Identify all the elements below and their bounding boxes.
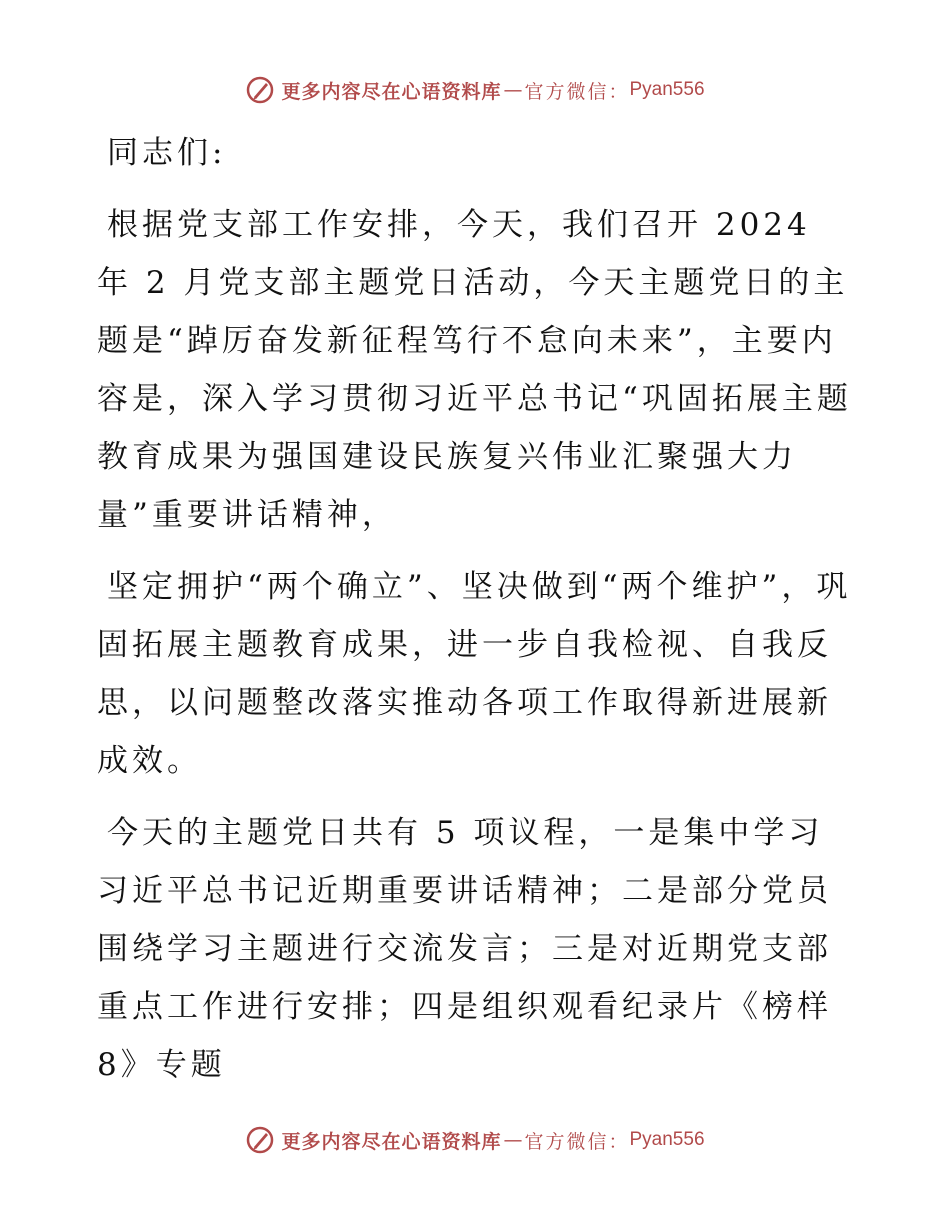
watermark-dash: — xyxy=(503,79,523,101)
watermark-official: 官方微信： xyxy=(524,1130,630,1153)
watermark-brand: 更多内容尽在心语资料库 xyxy=(281,80,502,103)
watermark-official: 官方微信： xyxy=(524,80,630,103)
pen-logo-icon xyxy=(245,1125,275,1155)
footer-watermark xyxy=(0,1120,950,1160)
greeting: 同志们: xyxy=(107,135,227,171)
watermark-dash: — xyxy=(503,1129,523,1151)
document-body xyxy=(97,120,857,1108)
paragraph-3: 今天的主题党日共有 5 项议程，一是集中学习习近平总书记近期重要讲话精神；二是部分党员围绕学习主题进行交流发言；三是对近期党支部重点工作进行安排；四是组织观看纪录片《榜样 8》专题 xyxy=(97,815,832,1083)
pen-logo-icon xyxy=(245,75,275,105)
watermark-brand: 更多内容尽在心语资料库 xyxy=(281,1130,502,1153)
watermark-handle: Pyan556 xyxy=(629,79,705,100)
watermark-handle: Pyan556 xyxy=(629,1129,705,1150)
paragraph-1: 根据党支部工作安排，今天，我们召开 2024 年 2 月党支部主题党日活动，今天主题党日的主题是“踔厉奋发新征程笃行不怠向未来”，主要内容是，深入学习贯彻习近平总书记“巩固拓展主题教育成果为强国建设民族复兴伟业汇聚强大力量”重要讲话精神， xyxy=(97,207,852,533)
header-watermark xyxy=(0,70,950,110)
paragraph-2: 坚定拥护“两个确立”、坚决做到“两个维护”，巩固拓展主题教育成果，进一步自我检视、自我反思，以问题整改落实推动各项工作取得新进展新成效。 xyxy=(97,569,852,779)
